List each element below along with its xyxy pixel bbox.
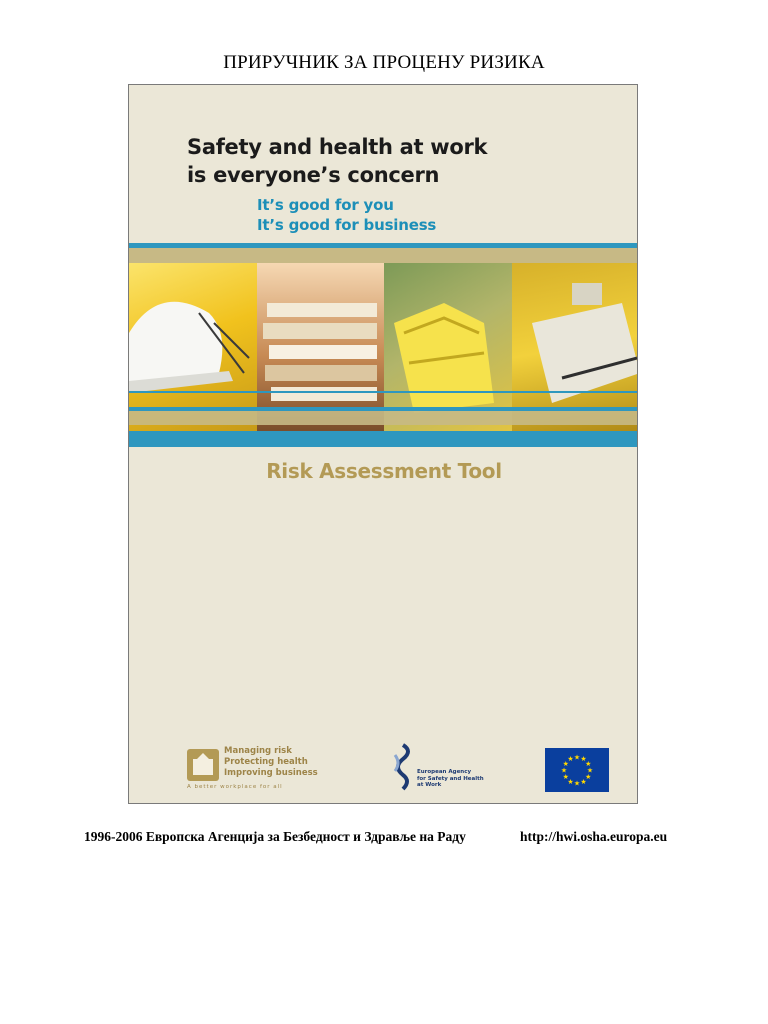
eu-star-icon: ★ [567,755,574,764]
eu-flag-icon [545,748,609,792]
cover-subtitle: Risk Assessment Tool [266,459,502,483]
campaign-logo-text [224,746,318,779]
campaign-line: Protecting health [224,757,308,767]
headline-line-1: Safety and health at work [187,135,488,159]
checklist-photo [512,263,639,431]
divider-band [129,248,638,263]
page-title: ПРИРУЧНИК ЗА ПРОЦЕНУ РИЗИКА [223,52,545,73]
binders-icon [257,263,385,431]
hard-hat-icon [129,263,257,431]
hard-hat-photo [129,263,257,431]
gloves-icon [384,263,512,431]
cover-tagline [257,195,436,235]
campaign-line: Managing risk [224,746,292,756]
photo-strip [129,263,638,431]
eu-star-icon: ★ [562,773,569,781]
tagline-line-1: It’s good for you [257,196,394,214]
clipboard-icon [512,263,639,431]
agency-logo-text [417,769,484,789]
eu-star-icon: ★ [573,753,581,762]
divider-band [129,411,638,425]
agency-logo-icon [389,743,415,791]
agency-line: at Work [417,782,442,788]
headline-line-2: is everyone’s concern [187,163,440,187]
divider-line [129,391,638,393]
eu-star-icon: ★ [580,777,587,786]
eu-star-icon: ★ [573,779,581,788]
campaign-logo-icon [187,749,219,781]
footer-url-link[interactable]: http://hwi.osha.europa.eu [520,829,668,844]
eu-star-icon: ★ [585,760,592,768]
cover-image [128,84,638,804]
footer-copyright: 1996-2006 Европска Агенција за Безбедност и Здравље на Раду [84,829,466,844]
agency-line: for Safety and Health [417,775,484,782]
eu-star-icon: ★ [580,755,587,764]
eu-star-icon: ★ [562,760,569,768]
gloves-photo [384,263,512,431]
divider-band [129,431,638,447]
campaign-slogan: A better workplace for all [187,784,283,790]
eu-star-icon: ★ [560,766,568,775]
eu-star-icon: ★ [567,777,574,786]
campaign-line: Improving business [224,768,318,778]
binders-photo [257,263,385,431]
eu-star-icon: ★ [585,773,592,781]
agency-line: European Agency [417,769,472,775]
tagline-line-2: It’s good for business [257,216,437,234]
cover-headline [187,133,487,189]
eu-star-icon: ★ [586,766,594,775]
